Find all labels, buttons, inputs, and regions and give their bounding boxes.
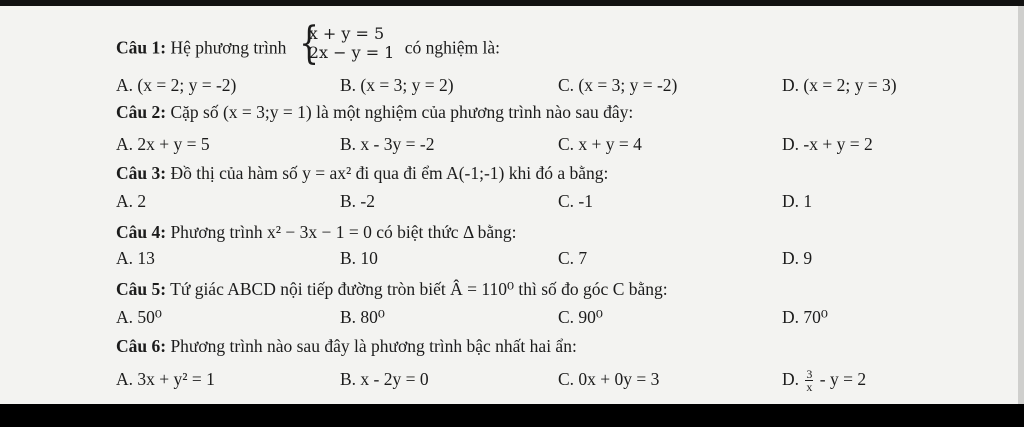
question-1-label: Câu 1: [116,37,167,58]
question-3-label: Câu 3: [116,163,167,183]
fraction [805,368,813,393]
option-a: A. 2x + y = 5 [116,134,210,154]
question-6-text: Phương trình nào sau đây là phương trình bậc nhất hai ẩn: [170,336,577,356]
question-6-label: Câu 6: [116,336,167,356]
question-3 [116,160,608,186]
option-d: D. 70⁰ [782,307,828,327]
option-c: C. 7 [558,248,588,268]
question-4-label: Câu 4: [116,222,167,242]
option-d: D. 1 [782,191,813,211]
option-b: B. 10 [340,248,378,268]
option-d [782,366,866,393]
option-a: A. 50⁰ [116,307,162,327]
option-b: B. x - 2y = 0 [340,369,429,389]
question-5 [116,276,668,302]
question-2-options [0,131,1024,157]
question-6-options [0,366,1024,398]
question-4-text: Phương trình x² − 3x − 1 = 0 có biệt thức Δ bằng: [170,222,517,242]
option-d-suffix: - y = 2 [819,369,867,389]
equation-2: 2x − y = 1 [308,43,395,62]
option-a: A. (x = 2; y = -2) [116,75,237,95]
fraction-numerator: 3 [806,367,813,382]
option-c: C. -1 [558,191,593,211]
question-5-label: Câu 5: [116,279,167,299]
question-1 [116,18,500,70]
question-6 [116,333,577,359]
option-b: B. x - 3y = -2 [340,134,435,154]
option-b: B. 80⁰ [340,307,385,327]
question-1-options [0,72,1024,98]
option-a: A. 13 [116,248,155,268]
brace-symbol: { [298,18,319,69]
option-c: C. 0x + 0y = 3 [558,369,660,389]
question-2-text: Cặp số (x = 3;y = 1) là một nghiệm của phương trình nào sau đây: [170,102,634,122]
option-d-prefix: D. [782,369,800,389]
bottom-dark-bar [0,404,1024,427]
option-b: B. (x = 3; y = 2) [340,75,454,95]
fraction-denominator: x [806,380,813,395]
question-1-text-after: có nghiệm là: [404,37,500,58]
question-2 [116,99,633,125]
question-4 [116,219,517,245]
option-a: A. 2 [116,191,147,211]
equation-system [295,18,395,75]
option-a: A. 3x + y² = 1 [116,369,215,389]
option-d: D. (x = 2; y = 3) [782,75,897,95]
option-d: D. -x + y = 2 [782,134,873,154]
question-4-options [0,245,1024,271]
question-2-label: Câu 2: [116,102,167,122]
equation-1: x + y = 5 [308,24,385,43]
question-3-options [0,188,1024,214]
question-5-options [0,304,1024,330]
option-d: D. 9 [782,248,813,268]
option-b: B. -2 [340,191,375,211]
question-1-text-before: Hệ phương trình [170,37,287,58]
option-c: C. (x = 3; y = -2) [558,75,678,95]
question-3-text: Đồ thị của hàm số y = ax² đi qua đi ểm A(-1;-1) khi đó a bằng: [170,163,609,183]
option-c: C. x + y = 4 [558,134,642,154]
question-5-text: Tứ giác ABCD nội tiếp đường tròn biết Â = 110⁰ thì số đo góc C bằng: [170,279,668,299]
option-c: C. 90⁰ [558,307,603,327]
